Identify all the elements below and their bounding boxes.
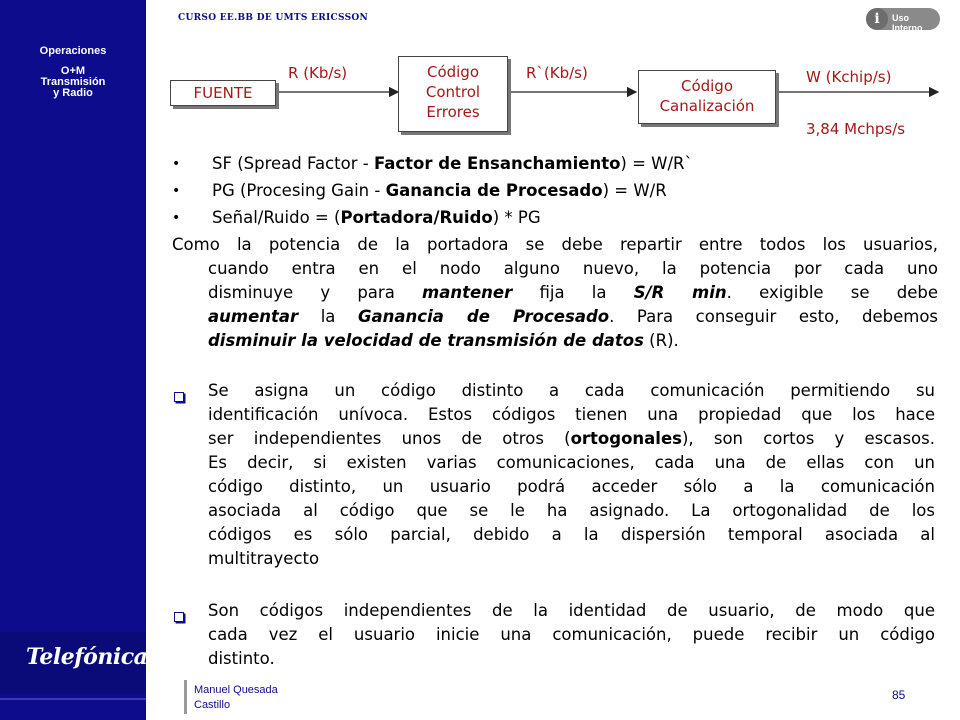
codigo-canalizacion-box [638, 70, 776, 124]
control-line-2: Control [425, 83, 481, 101]
sidebar [0, 0, 146, 720]
sidebar-subtitle-2: Transmisión [40, 76, 106, 88]
paragraph-power-line-1: Como la potencia de la portadora se debe repartir entre todos los usuarios, [172, 235, 938, 254]
bullet-spread-factor: SF (Spread Factor - Factor de Ensanchamiento) = W/R` [212, 154, 693, 173]
point-codes-line-6: asociada al código que se le ha asignado. La ortogonalidad de los [208, 501, 935, 520]
point-codes-line-3: ser independientes unos de otros (ortogonales), son cortos y escasos. [208, 429, 935, 448]
point-independent-line-1: Son códigos independientes de la identidad de usuario, de modo que [208, 601, 935, 620]
paragraph-power-line-5: disminuir la velocidad de transmisión de datos (R). [208, 331, 679, 350]
codigo-control-errores-box [398, 56, 508, 132]
checkbox-bullet-icon [174, 392, 184, 402]
r-prime-rate-label: R`(Kb/s) [526, 64, 588, 82]
control-line-1: Código [426, 63, 480, 81]
chip-rate-label: 3,84 Mchps/s [806, 120, 906, 138]
checkbox-bullet-icon [174, 612, 184, 622]
point-codes-line-1: Se asigna un código distinto a cada comunicación permitiendo su [208, 381, 935, 400]
bullet-dot: • [172, 183, 181, 199]
author-line-2: Castillo [194, 699, 231, 711]
point-codes-line-2: identificación unívoca. Estos códigos tienen una propiedad que los hace [208, 405, 935, 424]
paragraph-power-line-4: aumentar la Ganancia de Procesado. Para conseguir esto, debemos [208, 307, 939, 326]
info-icon: i [866, 8, 888, 30]
sidebar-subtitle-3: y Radio [53, 87, 93, 99]
point-independent-line-3: distinto. [208, 649, 275, 668]
control-line-3: Errores [426, 103, 480, 121]
page-number: 85 [892, 688, 906, 702]
w-rate-label: W (Kchip/s) [806, 68, 892, 86]
telefonica-logo: Telefónica [26, 644, 148, 670]
course-title: CURSO EE.BB DE UMTS ERICSSON [178, 13, 369, 23]
fuente-label: FUENTE [193, 84, 253, 102]
canal-line-1: Código [680, 77, 734, 95]
bullet-dot: • [172, 156, 181, 172]
footer-divider [184, 680, 187, 714]
r-rate-label: R (Kb/s) [288, 64, 348, 82]
bullet-processing-gain: PG (Procesing Gain - Ganancia de Procesado) = W/R [212, 181, 667, 200]
sidebar-title: Operaciones [39, 45, 107, 57]
badge-label: Uso Interno [892, 13, 923, 33]
logo-underline [0, 698, 146, 700]
canal-line-2: Canalización [659, 97, 755, 115]
sidebar-subtitle-1: O+M [60, 65, 86, 77]
paragraph-power-line-3: disminuye y para mantener fija la S/R min. exigible se debe [208, 283, 938, 302]
point-independent-line-2: cada vez el usuario inicie una comunicación, puede recibir un código [208, 625, 935, 644]
paragraph-power-line-2: cuando entra en el nodo alguno nuevo, la potencia por cada uno [208, 259, 938, 278]
author-line-1: Manuel Quesada [194, 684, 278, 696]
point-codes-line-5: código distinto, un usuario podrá acceder sólo a la comunicación [208, 477, 935, 496]
bullet-dot: • [172, 210, 181, 226]
fuente-box [170, 80, 276, 106]
uso-interno-badge [866, 8, 940, 33]
point-codes-line-7: códigos es sólo parcial, debido a la dispersión temporal asociada al [208, 525, 935, 544]
point-codes-line-4: Es decir, si existen varias comunicaciones, cada una de ellas con un [208, 453, 935, 472]
point-codes-line-8: multitrayecto [208, 549, 320, 568]
bullet-snr: Señal/Ruido = (Portadora/Ruido) * PG [212, 208, 541, 227]
